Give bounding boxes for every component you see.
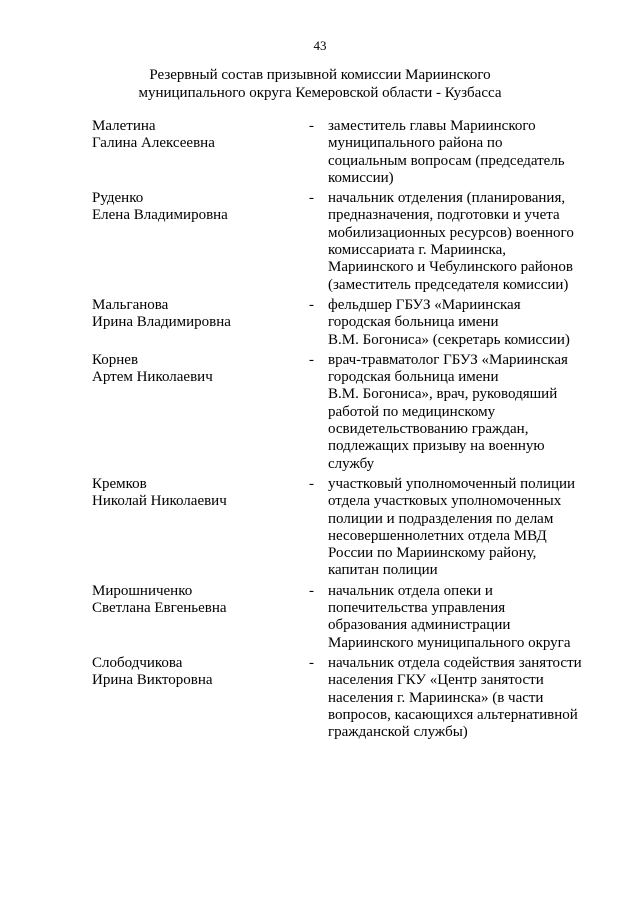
member-surname: Руденко bbox=[92, 190, 144, 207]
member-entry bbox=[0, 655, 640, 741]
member-role-line: начальник отдела опеки и bbox=[328, 582, 493, 599]
member-name bbox=[92, 118, 302, 153]
member-role bbox=[328, 297, 590, 349]
separator-dash: - bbox=[309, 654, 314, 671]
member-role-line: образования администрации bbox=[328, 617, 511, 634]
member-given-names: Светлана Евгеньевна bbox=[92, 600, 227, 617]
member-role-line: городская больница имени bbox=[328, 314, 499, 331]
member-role-line: Мариинского и Чебулинского районов bbox=[328, 259, 573, 276]
separator-dash: - bbox=[309, 190, 314, 207]
member-role-line: службу bbox=[328, 455, 375, 472]
member-entry bbox=[0, 583, 640, 652]
member-surname: Кремков bbox=[92, 475, 147, 492]
separator-dash: - bbox=[309, 296, 314, 313]
member-role-line: комиссии) bbox=[328, 169, 394, 186]
member-role-line: начальник отделения (планирования, bbox=[328, 190, 566, 207]
member-given-names: Ирина Владимировна bbox=[92, 314, 231, 331]
member-role bbox=[328, 352, 590, 473]
member-role-line: заместитель главы Мариинского bbox=[328, 118, 536, 134]
member-role-line: капитан полиции bbox=[328, 562, 438, 579]
member-given-names: Артем Николаевич bbox=[92, 369, 213, 386]
member-role bbox=[328, 655, 590, 741]
member-name bbox=[92, 583, 302, 618]
member-name bbox=[92, 352, 302, 387]
member-role-line: попечительства управления bbox=[328, 600, 506, 617]
member-role-line: несовершеннолетних отдела МВД bbox=[328, 527, 547, 544]
member-role-line: городская больница имени bbox=[328, 369, 499, 386]
member-role-line: полиции и подразделения по делам bbox=[328, 510, 554, 527]
member-role-line: мобилизационных ресурсов) военного bbox=[328, 224, 574, 241]
member-surname: Корнев bbox=[92, 351, 139, 368]
member-role bbox=[328, 476, 590, 580]
member-given-names: Ирина Викторовна bbox=[92, 672, 213, 689]
member-role-line: подлежащих призыву на военную bbox=[328, 438, 545, 455]
member-role-line: участковый уполномоченный полиции bbox=[328, 475, 576, 492]
commission-member-list bbox=[0, 118, 640, 744]
member-name bbox=[92, 297, 302, 332]
member-role-line: (заместитель председателя комиссии) bbox=[328, 276, 569, 293]
member-given-names: Елена Владимировна bbox=[92, 207, 228, 224]
member-role-line: Мариинского муниципального округа bbox=[328, 634, 571, 651]
member-given-names: Галина Алексеевна bbox=[92, 135, 215, 152]
member-role-line: населения ГКУ «Центр занятости bbox=[328, 672, 544, 689]
member-role-line: России по Мариинскому району, bbox=[328, 545, 537, 562]
member-role-line: предназначения, подготовки и учета bbox=[328, 207, 560, 224]
separator-dash: - bbox=[309, 582, 314, 599]
member-role bbox=[328, 190, 590, 294]
member-role-line: начальник отдела содействия занятости bbox=[328, 654, 582, 671]
separator-dash: - bbox=[309, 118, 314, 134]
member-role-line: гражданской службы) bbox=[328, 724, 468, 741]
member-role-line: населения г. Мариинска» (в части bbox=[328, 689, 544, 706]
member-role-line: социальным вопросам (председатель bbox=[328, 152, 565, 169]
separator-dash: - bbox=[309, 475, 314, 492]
member-role-line: комиссариата г. Мариинска, bbox=[328, 242, 507, 259]
member-entry bbox=[0, 297, 640, 349]
title-line-1: Резервный состав призывной комиссии Мариинского bbox=[149, 67, 491, 83]
title-line-2: муниципального округа Кемеровской области - Кузбасса bbox=[138, 85, 502, 101]
document-title bbox=[0, 66, 640, 102]
member-name bbox=[92, 655, 302, 690]
member-role-line: отдела участковых уполномоченных bbox=[328, 493, 562, 510]
member-role bbox=[328, 583, 590, 652]
member-surname: Слободчикова bbox=[92, 654, 183, 671]
member-role-line: муниципального района по bbox=[328, 135, 503, 152]
member-surname: Мальганова bbox=[92, 296, 169, 313]
member-role-line: врач-травматолог ГБУЗ «Мариинская bbox=[328, 351, 568, 368]
member-role-line: освидетельствованию граждан, bbox=[328, 421, 529, 438]
member-surname: Мирошниченко bbox=[92, 582, 193, 599]
member-role-line: В.М. Богониса», врач, руководяший bbox=[328, 386, 558, 403]
page-number: 43 bbox=[313, 38, 327, 53]
member-name bbox=[92, 190, 302, 225]
separator-dash: - bbox=[309, 351, 314, 368]
member-entry bbox=[0, 118, 640, 187]
member-entry bbox=[0, 476, 640, 580]
member-role-line: фельдшер ГБУЗ «Мариинская bbox=[328, 296, 521, 313]
member-surname: Малетина bbox=[92, 118, 156, 134]
member-given-names: Николай Николаевич bbox=[92, 493, 227, 510]
member-role bbox=[328, 118, 590, 187]
member-role-line: вопросов, касающихся альтернативной bbox=[328, 706, 578, 723]
member-role-line: работой по медицинскому bbox=[328, 403, 496, 420]
member-entry bbox=[0, 190, 640, 294]
member-role-line: В.М. Богониса» (секретарь комиссии) bbox=[328, 331, 570, 348]
member-name bbox=[92, 476, 302, 511]
member-entry bbox=[0, 352, 640, 473]
